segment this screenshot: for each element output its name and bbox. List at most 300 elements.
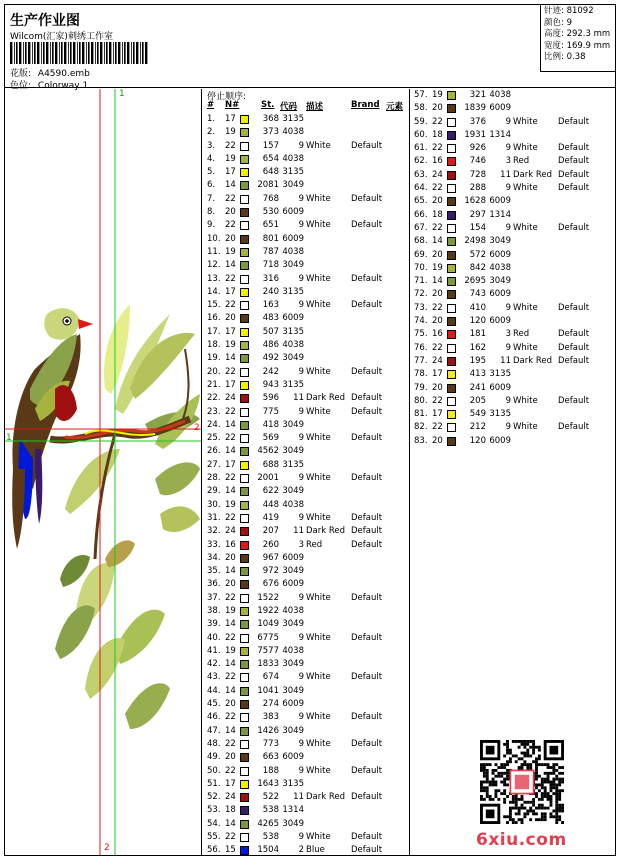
row-number: 77.: [414, 355, 428, 366]
table-row: [203, 645, 409, 658]
color-swatch: [447, 197, 456, 206]
row-desc: Red: [513, 156, 530, 167]
row-desc: White: [306, 512, 331, 523]
row-needle: 22: [225, 712, 236, 723]
row-needle: 14: [225, 353, 236, 364]
table-row: [410, 302, 615, 315]
row-code: 9: [298, 433, 304, 444]
row-stitches: 569: [262, 433, 279, 444]
color-swatch: [240, 740, 249, 749]
row-stitches: 2498: [464, 236, 486, 247]
row-code: 3049: [282, 818, 304, 829]
row-number: 4.: [207, 153, 216, 164]
table-row: [410, 408, 615, 421]
row-code: 9: [298, 406, 304, 417]
row-number: 50.: [207, 765, 221, 776]
row-stitches: 376: [469, 116, 486, 127]
row-needle: 14: [225, 446, 236, 457]
stat-colors: 颜色: 9: [544, 17, 572, 28]
row-number: 10.: [207, 233, 221, 244]
color-swatch: [447, 171, 456, 180]
table-row: [410, 129, 615, 142]
row-brand: Default: [351, 393, 383, 404]
row-number: 66.: [414, 209, 428, 220]
color-swatch: [240, 195, 249, 204]
row-stitches: 967: [262, 552, 279, 563]
company-name: Wilcom(汇家)刺绣工作室: [10, 32, 113, 42]
row-stitches: 530: [262, 207, 279, 218]
row-number: 36.: [207, 579, 221, 590]
row-number: 43.: [207, 672, 221, 683]
table-row: [203, 525, 409, 538]
row-code: 4038: [282, 127, 304, 138]
row-code: 3049: [282, 446, 304, 457]
row-needle: 20: [432, 435, 443, 446]
row-stitches: 1504: [257, 845, 279, 856]
table-row: [203, 738, 409, 751]
row-needle: 18: [225, 805, 236, 816]
row-stitches: 486: [262, 340, 279, 351]
row-desc: White: [306, 220, 331, 231]
row-code: 4038: [282, 499, 304, 510]
row-stitches: 622: [262, 486, 279, 497]
row-stitches: 368: [262, 114, 279, 124]
table-row: [410, 209, 615, 222]
row-needle: 22: [225, 406, 236, 417]
color-swatch: [240, 142, 249, 151]
table-row: [203, 472, 409, 485]
table-row: [203, 459, 409, 472]
row-desc: White: [513, 143, 538, 154]
table-row: [203, 592, 409, 605]
row-needle: 20: [432, 289, 443, 300]
row-needle: 19: [225, 605, 236, 616]
row-number: 73.: [414, 302, 428, 313]
table-row: [203, 233, 409, 246]
row-code: 3049: [282, 419, 304, 430]
row-stitches: 492: [262, 353, 279, 364]
row-brand: Default: [351, 273, 383, 284]
row-number: 19.: [207, 353, 221, 364]
row-number: 81.: [414, 409, 428, 420]
row-needle: 22: [225, 632, 236, 643]
row-code: 6009: [282, 579, 304, 590]
row-stitches: 4265: [257, 818, 279, 829]
row-desc: White: [306, 433, 331, 444]
row-code: 4038: [282, 153, 304, 164]
table-row: [410, 435, 615, 448]
row-brand: Default: [558, 302, 590, 313]
row-stitches: 448: [262, 499, 279, 510]
table-rows-2: [410, 89, 615, 448]
row-needle: 24: [225, 792, 236, 803]
row-code: 3049: [282, 566, 304, 577]
table-row: [203, 273, 409, 286]
color-swatch: [447, 224, 456, 233]
row-needle: 22: [225, 672, 236, 683]
row-number: 74.: [414, 316, 428, 327]
row-needle: 24: [225, 393, 236, 404]
row-stitches: 242: [262, 366, 279, 377]
row-code: 3135: [489, 409, 511, 420]
color-swatch: [240, 594, 249, 603]
row-stitches: 522: [262, 792, 279, 803]
color-swatch: [240, 328, 249, 337]
row-number: 57.: [414, 90, 428, 100]
table-row: [203, 765, 409, 778]
color-swatch: [240, 487, 249, 496]
row-stitches: 943: [262, 379, 279, 390]
color-swatch: [240, 501, 249, 510]
stop-sequence-column-1: [203, 89, 410, 855]
row-code: 3135: [489, 369, 511, 380]
row-desc: Dark Red: [513, 169, 553, 180]
row-number: 16.: [207, 313, 221, 324]
color-swatch: [240, 275, 249, 284]
row-needle: 22: [432, 183, 443, 194]
row-code: 9: [505, 395, 511, 406]
row-stitches: 2001: [257, 473, 279, 484]
row-code: 9: [298, 193, 304, 204]
row-stitches: 746: [469, 156, 486, 167]
row-stitches: 972: [262, 566, 279, 577]
color-swatch: [447, 384, 456, 393]
row-brand: Default: [351, 140, 383, 151]
color-swatch: [447, 370, 456, 379]
color-swatch: [240, 541, 249, 550]
row-code: 3: [505, 156, 511, 167]
table-row: [410, 102, 615, 115]
row-number: 61.: [414, 143, 428, 154]
row-brand: Default: [558, 342, 590, 353]
row-code: 6009: [489, 103, 511, 114]
row-stitches: 728: [469, 169, 486, 180]
row-stitches: 188: [262, 765, 279, 776]
row-needle: 24: [225, 526, 236, 537]
row-number: 26.: [207, 446, 221, 457]
row-code: 11: [293, 526, 304, 537]
row-brand: Default: [558, 355, 590, 366]
stat-height: 高度: 292.3 mm: [544, 29, 611, 39]
color-swatch: [447, 277, 456, 286]
row-code: 11: [293, 792, 304, 803]
row-needle: 19: [225, 153, 236, 164]
row-stitches: 297: [469, 209, 486, 220]
row-needle: 22: [225, 220, 236, 231]
row-stitches: 775: [262, 406, 279, 417]
row-brand: Default: [351, 193, 383, 204]
row-stitches: 157: [262, 140, 279, 151]
row-code: 4038: [489, 262, 511, 273]
row-code: 9: [298, 300, 304, 311]
row-needle: 14: [225, 180, 236, 191]
row-stitches: 205: [469, 395, 486, 406]
table-row: [410, 395, 615, 408]
row-code: 3135: [282, 286, 304, 297]
row-code: 6009: [489, 435, 511, 446]
table-row: [203, 406, 409, 419]
row-code: 6009: [489, 382, 511, 393]
row-stitches: 688: [262, 459, 279, 470]
row-stitches: 549: [469, 409, 486, 420]
row-needle: 19: [225, 645, 236, 656]
color-swatch: [240, 248, 249, 257]
row-desc: White: [306, 300, 331, 311]
color-swatch: [447, 211, 456, 220]
row-stitches: 842: [469, 262, 486, 273]
row-code: 6009: [489, 316, 511, 327]
color-swatch: [240, 833, 249, 842]
row-desc: White: [513, 116, 538, 127]
table-row: [410, 142, 615, 155]
row-desc: White: [306, 738, 331, 749]
row-stitches: 596: [262, 393, 279, 404]
row-stitches: 1522: [257, 592, 279, 603]
row-needle: 20: [225, 579, 236, 590]
row-number: 31.: [207, 512, 221, 523]
color-swatch: [447, 184, 456, 193]
row-number: 54.: [207, 818, 221, 829]
table-row: [203, 578, 409, 591]
row-number: 80.: [414, 395, 428, 406]
row-number: 41.: [207, 645, 221, 656]
row-brand: Default: [351, 738, 383, 749]
row-code: 9: [298, 273, 304, 284]
color-swatch: [240, 434, 249, 443]
row-stitches: 195: [469, 355, 486, 366]
row-needle: 22: [432, 395, 443, 406]
table-row: [203, 153, 409, 166]
row-brand: Default: [351, 526, 383, 537]
color-swatch: [240, 368, 249, 377]
row-brand: Default: [558, 329, 590, 340]
color-swatch: [447, 118, 456, 127]
row-stitches: 4562: [257, 446, 279, 457]
row-number: 48.: [207, 738, 221, 749]
row-brand: Default: [558, 422, 590, 433]
row-number: 68.: [414, 236, 428, 247]
row-stitches: 787: [262, 246, 279, 257]
row-desc: Dark Red: [306, 393, 346, 404]
row-stitches: 718: [262, 260, 279, 271]
row-stitches: 651: [262, 220, 279, 231]
table-row: [203, 632, 409, 645]
table-row: [203, 565, 409, 578]
row-code: 9: [298, 712, 304, 723]
color-swatch: [447, 91, 456, 100]
table-row: [203, 499, 409, 512]
row-number: 60.: [414, 129, 428, 140]
row-code: 1314: [489, 129, 511, 140]
row-number: 47.: [207, 725, 221, 736]
row-number: 39.: [207, 619, 221, 630]
row-code: 3049: [282, 353, 304, 364]
row-number: 15.: [207, 300, 221, 311]
color-swatch: [240, 421, 249, 430]
row-needle: 14: [432, 276, 443, 287]
color-swatch: [240, 767, 249, 776]
row-code: 4038: [282, 246, 304, 257]
row-number: 22.: [207, 393, 221, 404]
row-stitches: 572: [469, 249, 486, 260]
header-desc: 描述: [306, 102, 324, 112]
row-number: 72.: [414, 289, 428, 300]
row-code: 11: [500, 169, 511, 180]
color-swatch: [447, 157, 456, 166]
row-number: 49.: [207, 752, 221, 763]
color-swatch: [447, 144, 456, 153]
table-row: [203, 326, 409, 339]
row-needle: 14: [225, 685, 236, 696]
row-code: 9: [298, 512, 304, 523]
row-desc: White: [306, 193, 331, 204]
row-number: 83.: [414, 435, 428, 446]
row-stitches: 926: [469, 143, 486, 154]
row-stitches: 483: [262, 313, 279, 324]
row-number: 21.: [207, 379, 221, 390]
row-needle: 22: [225, 832, 236, 843]
row-code: 3135: [282, 459, 304, 470]
row-needle: 14: [225, 486, 236, 497]
row-stitches: 801: [262, 233, 279, 244]
table-row: [203, 844, 409, 857]
row-brand: Default: [351, 845, 383, 856]
table-row: [410, 155, 615, 168]
table-row: [203, 804, 409, 817]
row-desc: White: [513, 302, 538, 313]
color-swatch: [240, 514, 249, 523]
row-number: 46.: [207, 712, 221, 723]
row-needle: 19: [432, 90, 443, 100]
row-code: 9: [505, 116, 511, 127]
row-needle: 19: [225, 340, 236, 351]
row-needle: 18: [432, 209, 443, 220]
row-needle: 14: [432, 236, 443, 247]
color-swatch: [240, 527, 249, 536]
row-desc: White: [513, 222, 538, 233]
row-number: 24.: [207, 419, 221, 430]
row-number: 3.: [207, 140, 216, 151]
color-swatch: [240, 341, 249, 350]
color-swatch: [447, 357, 456, 366]
row-number: 63.: [414, 169, 428, 180]
row-needle: 19: [432, 262, 443, 273]
row-brand: Default: [351, 792, 383, 803]
table-row: [203, 392, 409, 405]
table-row: [410, 222, 615, 235]
row-code: 9: [298, 366, 304, 377]
row-desc: Dark Red: [306, 792, 346, 803]
row-brand: Default: [558, 169, 590, 180]
table-row: [203, 751, 409, 764]
guide-label-top: 1: [119, 89, 125, 99]
table-row: [203, 831, 409, 844]
table-row: [410, 182, 615, 195]
row-needle: 17: [225, 326, 236, 337]
header-hash: #: [207, 100, 215, 110]
row-needle: 22: [225, 140, 236, 151]
row-needle: 14: [225, 659, 236, 670]
row-number: 13.: [207, 273, 221, 284]
color-swatch: [240, 115, 249, 124]
row-stitches: 181: [469, 329, 486, 340]
row-stitches: 120: [469, 435, 486, 446]
table-row: [410, 262, 615, 275]
row-needle: 20: [432, 196, 443, 207]
row-brand: Default: [558, 183, 590, 194]
row-needle: 22: [225, 765, 236, 776]
row-stitches: 773: [262, 738, 279, 749]
row-number: 17.: [207, 326, 221, 337]
row-brand: Default: [558, 395, 590, 406]
row-desc: White: [306, 473, 331, 484]
row-brand: Default: [351, 632, 383, 643]
row-number: 52.: [207, 792, 221, 803]
row-stitches: 648: [262, 167, 279, 178]
row-stitches: 154: [469, 222, 486, 233]
row-stitches: 1833: [257, 659, 279, 670]
row-number: 34.: [207, 552, 221, 563]
row-code: 3135: [282, 379, 304, 390]
header-brand: Brand: [351, 100, 380, 110]
row-needle: 22: [432, 222, 443, 233]
row-code: 9: [298, 592, 304, 603]
header-code: 代码: [280, 102, 298, 112]
color-swatch: [240, 607, 249, 616]
row-code: 6009: [489, 289, 511, 300]
row-needle: 19: [225, 499, 236, 510]
table-row: [203, 485, 409, 498]
row-desc: White: [306, 366, 331, 377]
color-swatch: [240, 354, 249, 363]
row-needle: 22: [432, 422, 443, 433]
row-needle: 15: [225, 845, 236, 856]
row-number: 58.: [414, 103, 428, 114]
table-row: [203, 685, 409, 698]
row-needle: 20: [225, 699, 236, 710]
row-code: 6009: [489, 249, 511, 260]
row-needle: 22: [225, 512, 236, 523]
row-desc: Dark Red: [513, 355, 553, 366]
color-swatch: [240, 580, 249, 589]
row-code: 3: [298, 539, 304, 550]
row-number: 71.: [414, 276, 428, 287]
table-row: [203, 193, 409, 206]
color-swatch: [240, 301, 249, 310]
row-brand: Default: [351, 592, 383, 603]
row-needle: 20: [432, 249, 443, 260]
row-brand: Default: [351, 473, 383, 484]
table-row: [410, 328, 615, 341]
row-stitches: 663: [262, 752, 279, 763]
row-code: 6009: [282, 552, 304, 563]
color-swatch: [240, 846, 249, 855]
row-brand: Default: [558, 143, 590, 154]
table-row: [410, 275, 615, 288]
row-stitches: 120: [469, 316, 486, 327]
row-stitches: 7577: [257, 645, 279, 656]
table-row: [203, 445, 409, 458]
row-desc: White: [306, 712, 331, 723]
row-stitches: 1931: [464, 129, 486, 140]
row-needle: 20: [225, 207, 236, 218]
row-stitches: 1922: [257, 605, 279, 616]
color-swatch: [447, 423, 456, 432]
row-needle: 17: [225, 379, 236, 390]
row-stitches: 538: [262, 832, 279, 843]
row-code: 9: [505, 302, 511, 313]
row-number: 69.: [414, 249, 428, 260]
